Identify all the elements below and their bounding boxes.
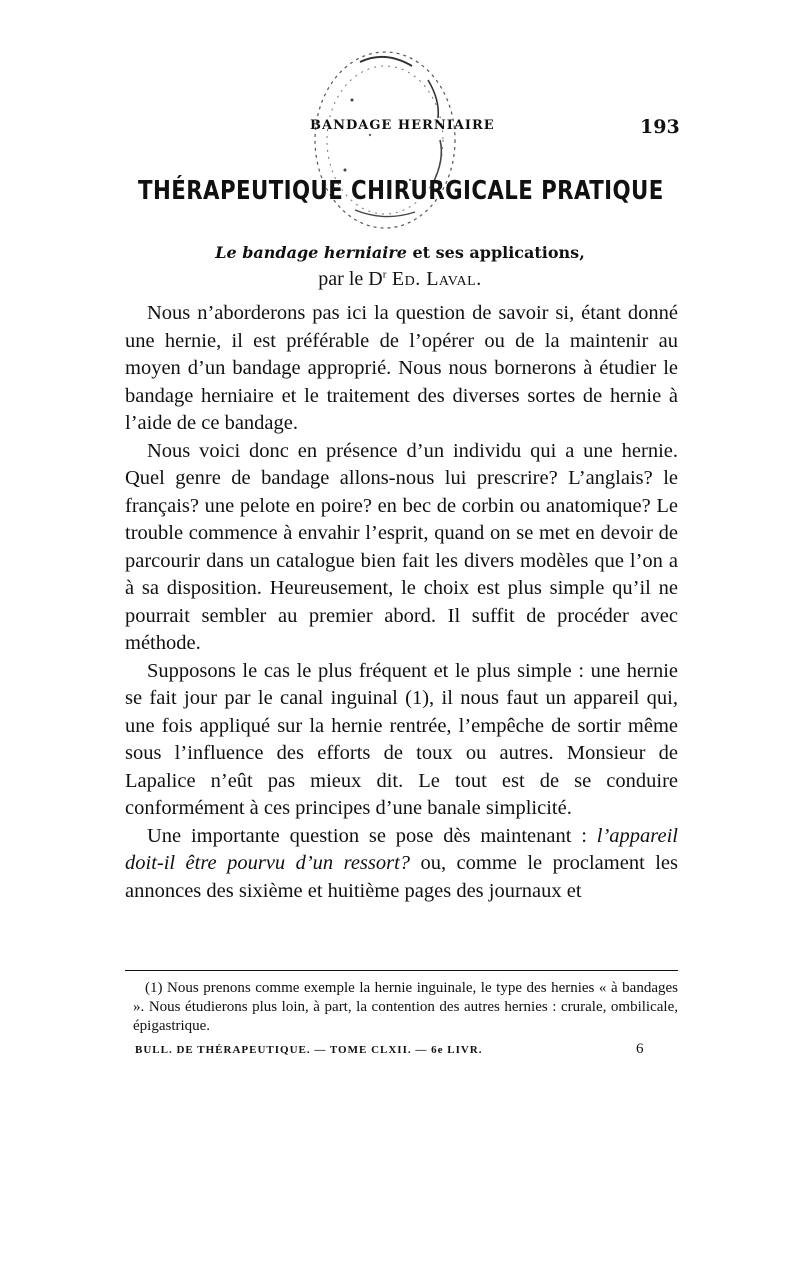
- article-title: [0, 243, 800, 262]
- paragraph-1: Nous n’aborderons pas ici la question de savoir si, étant donné une hernie, il est préférable de l’opérer ou de la maintenir au moyen d’un bandage approprié. Nous nous bornerons à étudier le bandage herniaire et le traitement des diverses sortes de hernie à l’aide de ce bandage.: [125, 302, 678, 434]
- page-number: 193: [640, 116, 680, 138]
- byline: [0, 268, 800, 291]
- paragraph-3: Supposons le cas le plus fréquent et le plus simple : une hernie se fait jour par le canal inguinal (1), il nous faut un appareil qui, une fois appliqué sur la hernie rentrée, l’empêche de sortir même sous l’influence des efforts de toux ou autres. Monsieur de Lapalice n’eût pas mieux dit. Le tout est de se conduire conformément à ces principes d’une banale simplicité.: [125, 659, 678, 819]
- paragraph-2: Nous voici donc en présence d’un individu qui a une hernie. Quel genre de bandage allons-nous lui prescrire? L’anglais? le français? une pelote en poire? en bec de corbin ou anatomique? Le trouble commence à envahir l’esprit, quand on se met en devoir de parcourir dans un catalogue bien fait les divers modèles que l’on a à sa disposition. Heureusement, le choix est plus simple qu’il ne pourrait sembler au premier abord. Il suffit de procéder avec méthode.: [125, 439, 678, 654]
- signature-mark: 6: [636, 1041, 644, 1057]
- running-title: BANDAGE HERNIAIRE: [310, 118, 495, 133]
- article-title-rest: et ses applications,: [406, 243, 585, 262]
- footnote: (1) Nous prenons comme exemple la hernie inguinale, le type des hernies « à bandages ». Nous étudierons plus loin, à part, la contention des autres hernies : crurale, ombilicale, épigastrique.: [133, 980, 678, 1034]
- paragraph-4: [125, 823, 678, 906]
- article-body: [125, 300, 678, 905]
- article-title-lead: Le bandage herniaire: [215, 243, 407, 262]
- footnote-divider: [125, 970, 678, 971]
- paragraph-4-italic: l’appareil doit-il être pourvu d’un ressort?: [125, 824, 678, 874]
- section-title: THÉRAPEUTIQUE CHIRURGICALE PRATIQUE: [138, 176, 664, 206]
- byline-prefix: par le D: [318, 268, 383, 290]
- byline-sup: r: [382, 268, 387, 281]
- author-name: Ed. Laval.: [386, 268, 482, 290]
- paragraph-4-end: ou, comme le proclament les annonces des sixième et huitième pages des journaux et: [125, 852, 678, 902]
- running-header: [0, 116, 800, 140]
- bulletin-footer: BULL. DE THÉRAPEUTIQUE. — TOME CLXII. — 6e LIVR.: [135, 1044, 483, 1056]
- paragraph-4-start: Une importante question se pose dès maintenant :: [147, 824, 597, 847]
